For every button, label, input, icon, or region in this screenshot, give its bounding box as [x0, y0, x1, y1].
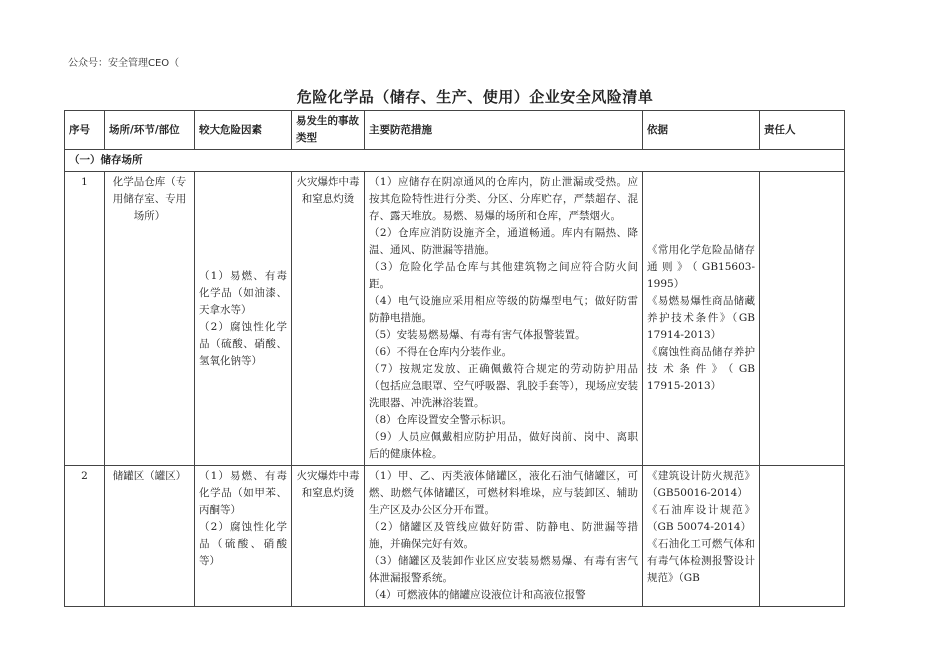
measure-item: （3）危险化学品仓库与其他建筑物之间应符合防火间距。: [369, 261, 638, 290]
header-basis: 依据: [643, 111, 760, 150]
measure-item: （9）人员应佩戴相应防护用品，做好岗前、岗中、离职后的健康体检。: [369, 431, 638, 460]
hazard-item: （2）腐蚀性化学品（硫酸、硝酸等）: [199, 521, 287, 567]
cell-location: 化学品仓库（专用储存室、专用场所）: [105, 172, 195, 466]
basis-item: 《石油库设计规范》（GB 50074-2014）: [647, 504, 755, 533]
document-title: 危险化学品（储存、生产、使用）企业安全风险清单: [296, 88, 654, 106]
cell-owner: [760, 172, 845, 466]
section-title: （一）储存场所: [65, 150, 845, 172]
measure-item: （1）甲、乙、丙类液体储罐区，液化石油气储罐区，可燃、助燃气体储罐区，可燃材料堆垛，应与装卸区、辅助生产区及办公区分开布置。: [369, 470, 638, 516]
cell-basis: [643, 466, 760, 607]
cell-measures: [365, 466, 643, 607]
measure-item: （6）不得在仓库内分装作业。: [369, 346, 513, 358]
table-row: [65, 172, 845, 466]
cell-measures: [365, 172, 643, 466]
basis-item: 《石油化工可燃气体和有毒气体检测报警设计规范》（GB: [647, 538, 755, 584]
risk-table: [64, 110, 845, 607]
basis-item: 《常用化学危险品储存通则》（GB15603-1995）: [647, 244, 755, 290]
cell-hazards: [195, 172, 292, 466]
header-note: 公众号：安全管理CEO（: [68, 58, 180, 69]
section-row: [65, 150, 845, 172]
measure-item: （2）仓库应消防设施齐全，通道畅通。库内有隔热、降温、通风、防泄漏等措施。: [369, 227, 638, 256]
cell-location: 储罐区（罐区）: [105, 466, 195, 607]
hazard-item: （1）易燃、有毒化学品（如甲苯、丙酮等）: [199, 470, 287, 516]
cell-accident-type: 火灾爆炸中毒和窒息灼烫: [292, 466, 365, 607]
measure-item: （3）储罐区及装卸作业区应安装易燃易爆、有毒有害气体泄漏报警系统。: [369, 555, 638, 584]
measure-item: （4）电气设施应采用相应等级的防爆型电气；做好防雷防静电措施。: [369, 295, 638, 324]
header-seq: 序号: [65, 111, 105, 150]
cell-basis: [643, 172, 760, 466]
header-measures: 主要防范措施: [365, 111, 643, 150]
hazard-item: （1）易燃、有毒化学品（如油漆、天拿水等）: [199, 269, 287, 316]
cell-owner: [760, 466, 845, 607]
basis-item: 《建筑设计防火规范》（GB50016-2014）: [647, 470, 755, 499]
basis-item: 《易燃易爆性商品储藏养护技术条件》（GB 17914-2013）: [647, 295, 755, 341]
header-location: 场所/环节/部位: [105, 111, 195, 150]
header-hazards: 较大危险因素: [195, 111, 292, 150]
cell-seq: 1: [65, 172, 105, 466]
header-owner: 责任人: [760, 111, 845, 150]
measure-item: （4）可燃液体的储罐应设液位计和高液位报警: [369, 589, 586, 601]
hazard-item: （2）腐蚀性化学品（硫酸、硝酸、氢氧化钠等）: [199, 320, 287, 367]
table-header-row: [65, 111, 845, 150]
cell-hazards: [195, 466, 292, 607]
header-accident-type: 易发生的事故类型: [292, 111, 365, 150]
cell-seq: 2: [65, 466, 105, 607]
measure-item: （5）安装易燃易爆、有毒有害气体报警装置。: [369, 329, 586, 341]
table-row: [65, 466, 845, 607]
basis-item: 《腐蚀性商品储存养护技术条件》（GB 17915-2013）: [647, 346, 755, 392]
measure-item: （2）储罐区及管线应做好防雷、防静电、防泄漏等措施，并确保完好有效。: [369, 521, 638, 550]
measure-item: （7）按规定发放、正确佩戴符合规定的劳动防护用品（包括应急眼罩、空气呼吸器、乳胶手套等），现场应安装洗眼器、冲洗淋浴装置。: [369, 363, 638, 409]
measure-item: （1）应储存在阴凉通风的仓库内，防止泄漏或受热。应按其危险特性进行分类、分区、分库贮存，严禁超存、混存、露天堆放。易燃、易爆的场所和仓库，严禁烟火。: [369, 176, 638, 222]
cell-accident-type: 火灾爆炸中毒和窒息灼烫: [292, 172, 365, 466]
measure-item: （8）仓库设置安全警示标识。: [369, 414, 513, 426]
